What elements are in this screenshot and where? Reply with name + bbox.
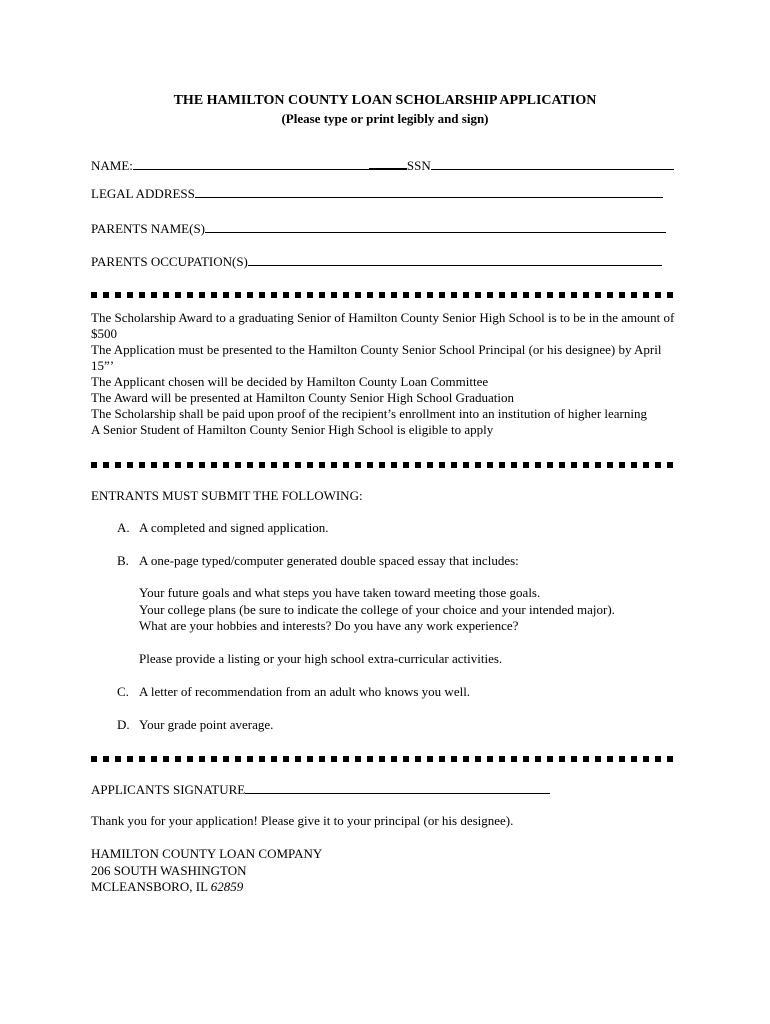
- company-name: HAMILTON COUNTY LOAN COMPANY: [91, 846, 323, 861]
- page-subtitle: (Please type or print legibly and sign): [281, 111, 489, 126]
- essay-extra: Please provide a listing or your high school extra-curricular activities.: [139, 651, 503, 666]
- page-title: THE HAMILTON COUNTY LOAN SCHOLARSHIP APPLICATION: [173, 93, 597, 108]
- rule-item: The Award will be presented at Hamilton County Senior High School Graduation: [91, 390, 515, 405]
- parents-name-label: PARENTS NAME(S): [91, 221, 206, 236]
- dotted-divider: [91, 462, 678, 468]
- name-field-row: [91, 156, 674, 174]
- dotted-divider: [91, 292, 678, 298]
- rule-item: The Applicant chosen will be decided by Hamilton County Loan Committee: [91, 374, 489, 389]
- company-street: 206 SOUTH WASHINGTON: [91, 862, 247, 878]
- requirement-item-a: [117, 520, 329, 536]
- name-blank[interactable]: [133, 157, 369, 170]
- requirement-item-b: [117, 553, 519, 569]
- rule-item: The Application must be presented to the Hamilton County Senior School Principal (or his designee) by April 15”’: [91, 342, 662, 373]
- company-city-line: [91, 879, 681, 896]
- requirement-letter: D.: [117, 717, 130, 732]
- parents-name-row: [91, 220, 666, 237]
- essay-point: Your college plans (be sure to indicate the college of your choice and your intended major).: [139, 601, 615, 617]
- signature-row: [91, 781, 550, 798]
- name-label: NAME:: [91, 158, 133, 173]
- company-address: [91, 846, 681, 896]
- company-city: MCLEANSBORO, IL: [91, 879, 208, 894]
- dotted-divider: [91, 756, 678, 762]
- requirement-item-d: [117, 717, 273, 733]
- rules-list: [91, 310, 681, 438]
- parents-occupation-row: [91, 253, 662, 270]
- parents-occupation-blank[interactable]: [248, 253, 662, 266]
- parents-occupation-label: PARENTS OCCUPATION(S): [91, 254, 248, 269]
- requirement-letter: C.: [117, 684, 129, 699]
- rule-item: A Senior Student of Hamilton County Senior High School is eligible to apply: [91, 422, 494, 437]
- legal-address-row: [91, 185, 663, 202]
- company-zip: 62859: [210, 879, 244, 894]
- legal-address-label: LEGAL ADDRESS: [91, 186, 195, 201]
- signature-blank[interactable]: [245, 781, 550, 794]
- essay-point: Your future goals and what steps you have taken toward meeting those goals.: [139, 585, 541, 600]
- requirement-text: Your grade point average.: [139, 717, 274, 732]
- rule-item: The Scholarship shall be paid upon proof of the recipient’s enrollment into an institution of higher learning: [91, 406, 647, 421]
- essay-points: [139, 585, 615, 635]
- legal-address-blank[interactable]: [195, 185, 663, 198]
- requirement-text: A completed and signed application.: [139, 520, 329, 535]
- rule-item: The Scholarship Award to a graduating Senior of Hamilton County Senior High School is to be in the amount of $500: [91, 310, 675, 341]
- requirement-letter: B.: [117, 553, 129, 568]
- requirement-item-c: [117, 684, 470, 700]
- signature-label: APPLICANTS SIGNATURE: [91, 782, 246, 797]
- essay-point: What are your hobbies and interests? Do you have any work experience?: [139, 618, 519, 633]
- ssn-label: SSN: [406, 158, 431, 173]
- requirement-letter: A.: [117, 520, 130, 535]
- ssn-blank[interactable]: [431, 157, 674, 170]
- requirement-text: A one-page typed/computer generated double spaced essay that includes:: [139, 553, 519, 568]
- parents-name-blank[interactable]: [205, 220, 666, 233]
- thank-you-text: Thank you for your application! Please give it to your principal (or his designee).: [91, 813, 514, 828]
- requirements-heading: ENTRANTS MUST SUBMIT THE FOLLOWING:: [91, 488, 363, 503]
- name-blank-extra[interactable]: [369, 156, 407, 170]
- requirement-text: A letter of recommendation from an adult who knows you well.: [139, 684, 471, 699]
